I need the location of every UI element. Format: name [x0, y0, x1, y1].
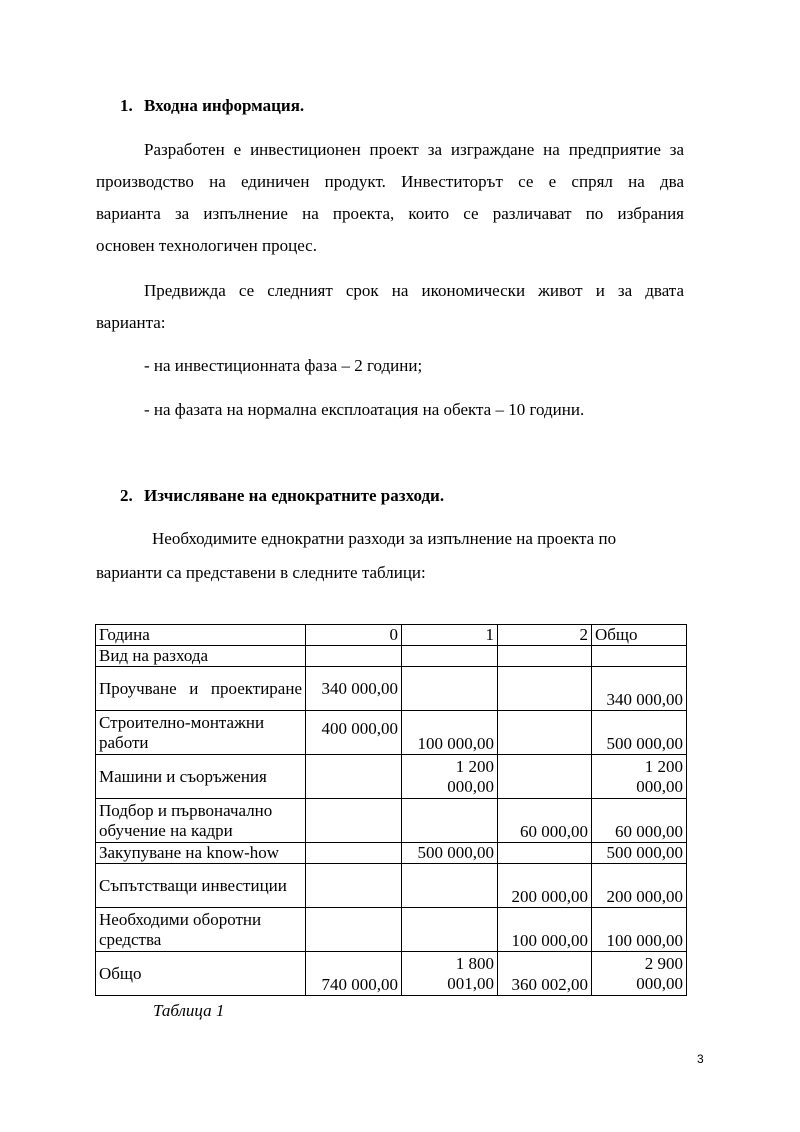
cell-total: 100 000,00 — [592, 908, 687, 952]
table-row — [96, 908, 687, 952]
cell-year-1: 500 000,00 — [402, 843, 498, 864]
table-row — [96, 667, 687, 711]
cell-year-2: 100 000,00 — [498, 908, 592, 952]
cell-year-0 — [306, 755, 402, 799]
empty-cell — [592, 646, 687, 667]
cell-total: 60 000,00 — [592, 799, 687, 843]
cell-year-1 — [402, 799, 498, 843]
cell-year-2: 200 000,00 — [498, 864, 592, 908]
row-label: Съпътстващи инвестиции — [96, 864, 306, 908]
cell-year-2 — [498, 843, 592, 864]
cell-year-0: 340 000,00 — [306, 667, 402, 711]
cell-total: 1 200 000,00 — [592, 755, 687, 799]
table-row — [96, 843, 687, 864]
cell-total: 340 000,00 — [592, 667, 687, 711]
header-year-2: 2 — [498, 625, 592, 646]
header-year-label: Година — [96, 625, 306, 646]
section-2-number: 2. — [120, 486, 133, 505]
cell-total: 500 000,00 — [592, 843, 687, 864]
cell-year-0 — [306, 799, 402, 843]
paragraph-line: Разработен е инвестиционен проект за изграждане на предприятие за — [144, 140, 684, 159]
bullet-investment-phase: - на инвестиционната фаза – 2 години; — [144, 356, 423, 375]
empty-cell — [498, 646, 592, 667]
paragraph-line: производство на единичен продукт. Инвеститорът се е спрял на два — [96, 172, 684, 191]
section-2-title: Изчисляване на еднократните разходи. — [144, 486, 445, 505]
cell-year-1 — [402, 864, 498, 908]
page-number: 3 — [697, 1052, 704, 1066]
cell-total: 500 000,00 — [592, 711, 687, 755]
bullet-operation-phase: - на фазата на нормална експлоатация на обекта – 10 години. — [144, 400, 585, 419]
cell-total: 2 900 000,00 — [592, 952, 687, 996]
cell-year-1: 100 000,00 — [402, 711, 498, 755]
empty-cell — [306, 646, 402, 667]
cell-year-0 — [306, 908, 402, 952]
cell-year-1: 1 800 001,00 — [402, 952, 498, 996]
section-2-intro-line-2: варианти са представени в следните таблици: — [96, 563, 426, 582]
table-header-row — [96, 625, 687, 646]
row-label: Проучване и проектиране — [96, 667, 306, 711]
cell-year-0 — [306, 843, 402, 864]
paragraph-line: основен технологичен процес. — [96, 236, 317, 255]
paragraph-line: варианта: — [96, 313, 166, 332]
table-caption: Таблица 1 — [153, 1001, 225, 1020]
cell-year-1 — [402, 908, 498, 952]
table-row — [96, 864, 687, 908]
cell-year-2 — [498, 667, 592, 711]
cell-year-1 — [402, 667, 498, 711]
cell-year-2 — [498, 711, 592, 755]
cell-year-0: 400 000,00 — [306, 711, 402, 755]
row-label: Подбор и първоначално обучение на кадри — [96, 799, 306, 843]
row-label: Необходими оборотни средства — [96, 908, 306, 952]
cell-year-0: 740 000,00 — [306, 952, 402, 996]
costs-table — [95, 624, 687, 996]
section-2-heading — [120, 486, 444, 506]
table-subheader-row — [96, 646, 687, 667]
table-total-row — [96, 952, 687, 996]
section-2-intro-line-1: Необходимите еднократни разходи за изпълнение на проекта по — [152, 529, 617, 548]
cell-total: 200 000,00 — [592, 864, 687, 908]
header-total: Общо — [592, 625, 687, 646]
row-label: Строително-монтажни работи — [96, 711, 306, 755]
subheader-cost-type: Вид на разхода — [96, 646, 306, 667]
section-1-number: 1. — [120, 96, 133, 115]
empty-cell — [402, 646, 498, 667]
row-label: Машини и съоръжения — [96, 755, 306, 799]
paragraph-line: варианта за изпълнение на проекта, които се различават по избрания — [96, 204, 684, 223]
cell-year-1: 1 200 000,00 — [402, 755, 498, 799]
section-1-paragraph-1 — [96, 134, 684, 262]
table-row — [96, 799, 687, 843]
paragraph-line: Предвижда се следният срок на икономически живот и за двата — [144, 281, 684, 300]
section-1-paragraph-2 — [96, 275, 684, 339]
row-label: Общо — [96, 952, 306, 996]
row-label: Закупуване на know-how — [96, 843, 306, 864]
cell-year-0 — [306, 864, 402, 908]
table-row — [96, 711, 687, 755]
table-row — [96, 755, 687, 799]
header-year-0: 0 — [306, 625, 402, 646]
section-1-title: Входна информация. — [144, 96, 305, 115]
section-1-heading — [120, 96, 304, 116]
cell-year-2: 60 000,00 — [498, 799, 592, 843]
header-year-1: 1 — [402, 625, 498, 646]
cell-year-2: 360 002,00 — [498, 952, 592, 996]
cell-year-2 — [498, 755, 592, 799]
